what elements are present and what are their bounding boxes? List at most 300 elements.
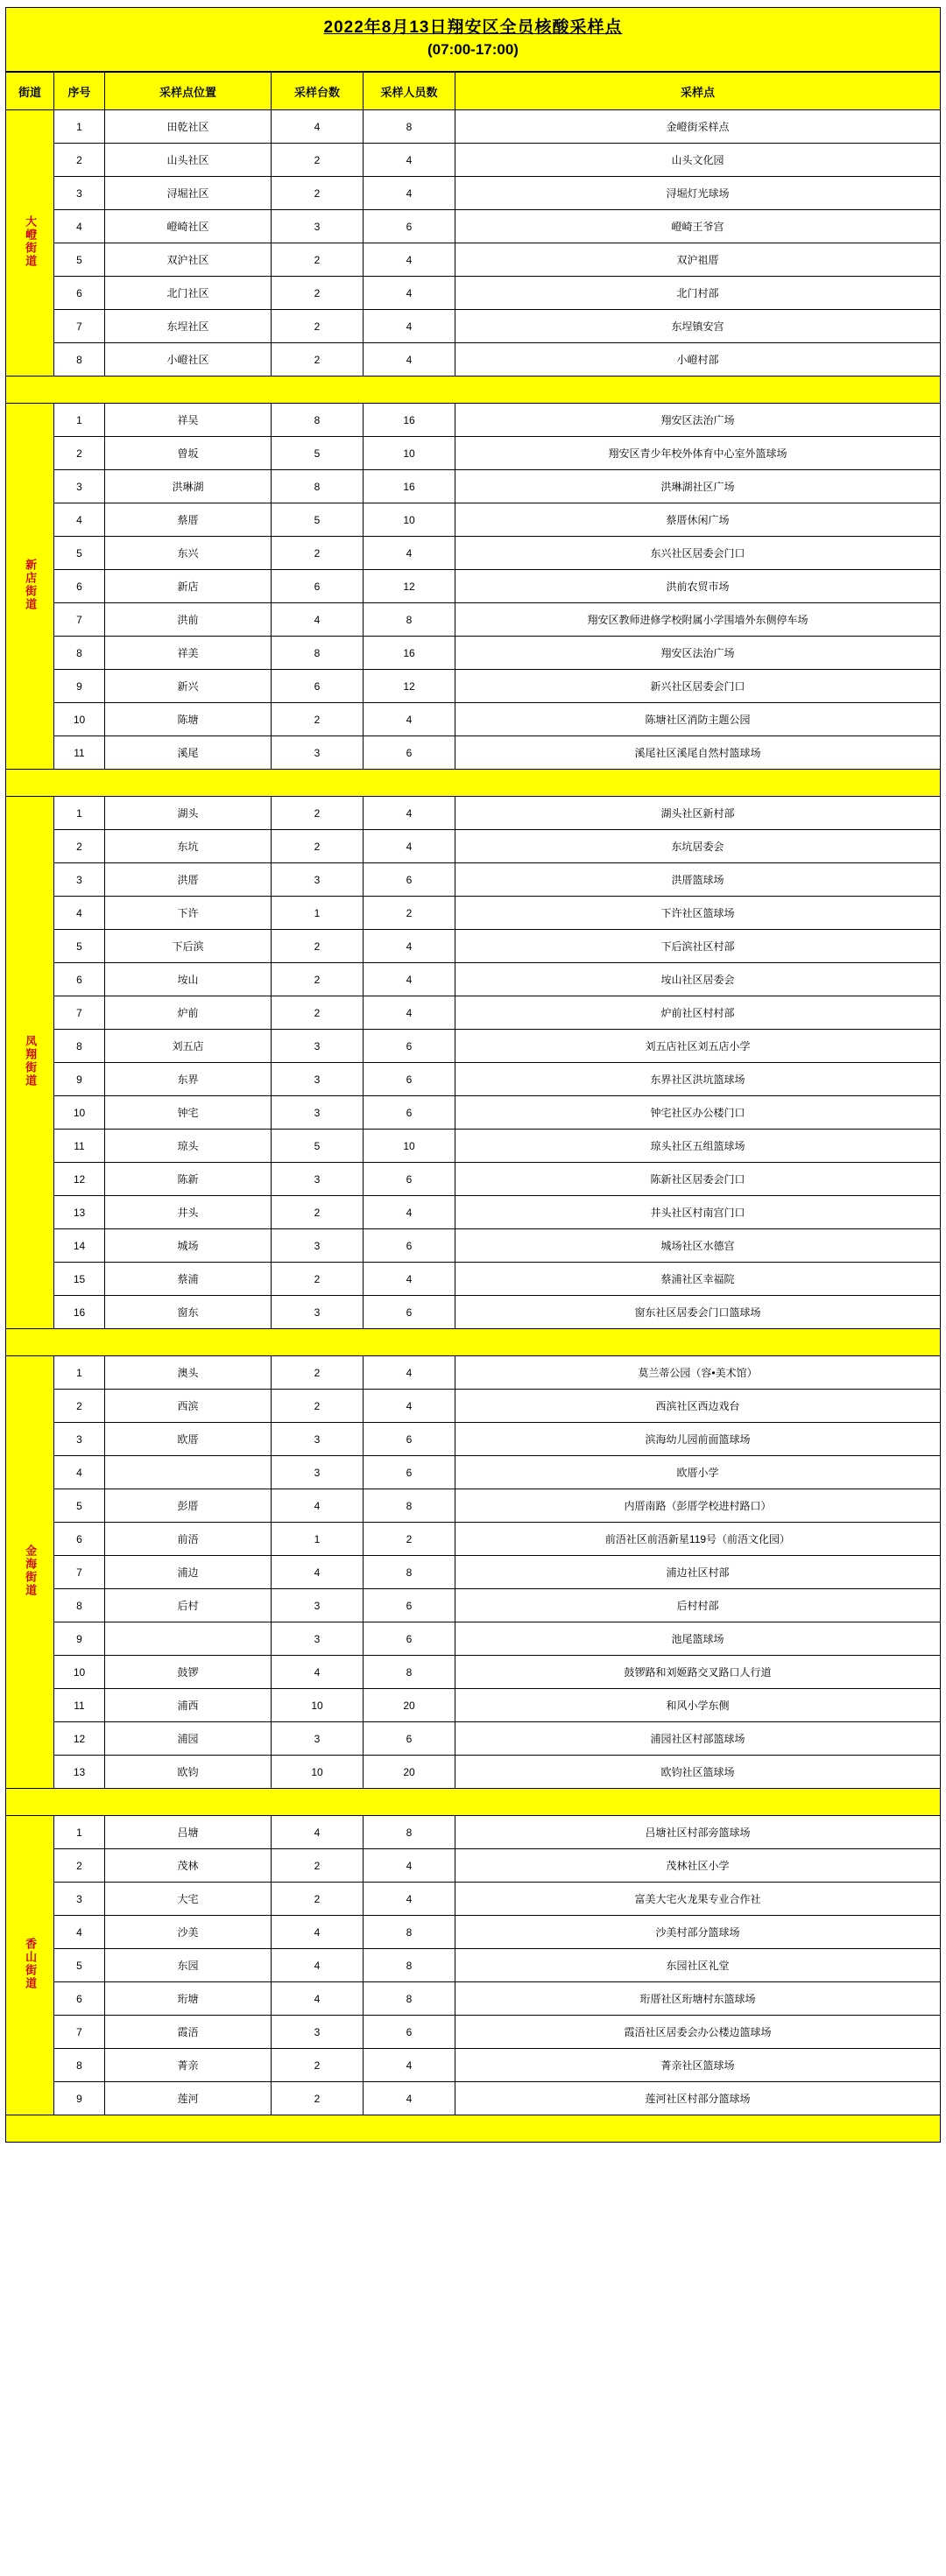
staff-count-cell: 10	[364, 1130, 455, 1163]
row-index-cell: 2	[54, 144, 105, 177]
row-index-cell: 11	[54, 736, 105, 770]
machines-count-cell: 5	[272, 503, 364, 537]
machines-count-cell: 2	[272, 537, 364, 570]
machines-count-cell: 2	[272, 1263, 364, 1296]
staff-count-cell: 4	[364, 2082, 455, 2115]
row-index-cell: 6	[54, 570, 105, 603]
location-cell: 浦边	[105, 1556, 272, 1589]
row-index-cell: 1	[54, 1356, 105, 1390]
location-cell: 东界	[105, 1063, 272, 1096]
staff-count-cell: 4	[364, 343, 455, 377]
location-cell: 嶝崎社区	[105, 210, 272, 243]
staff-count-cell: 8	[364, 603, 455, 637]
table-row	[6, 1816, 941, 1849]
table-row	[6, 1263, 941, 1296]
street-name-cell	[6, 110, 54, 377]
table-row	[6, 277, 941, 310]
staff-count-cell: 4	[364, 930, 455, 963]
machines-count-cell: 4	[272, 1489, 364, 1523]
row-index-cell: 7	[54, 996, 105, 1030]
street-name-cell	[6, 404, 54, 770]
staff-count-cell: 12	[364, 570, 455, 603]
staff-count-cell: 12	[364, 670, 455, 703]
table-row	[6, 1423, 941, 1456]
row-index-cell: 12	[54, 1163, 105, 1196]
sampling-point-cell: 西滨社区西边戏台	[455, 1390, 941, 1423]
row-index-cell: 13	[54, 1196, 105, 1229]
table-row	[6, 830, 941, 863]
row-index-cell: 8	[54, 2049, 105, 2082]
section-separator-row	[6, 770, 941, 797]
sampling-point-cell: 北门村部	[455, 277, 941, 310]
table-row	[6, 110, 941, 144]
machines-count-cell: 3	[272, 736, 364, 770]
location-cell: 东兴	[105, 537, 272, 570]
table-row	[6, 1456, 941, 1489]
sampling-point-cell: 洪前农贸市场	[455, 570, 941, 603]
street-name-label: 凤翔街道	[24, 1035, 38, 1087]
street-name-label: 大嶝街道	[24, 215, 38, 268]
staff-count-cell: 6	[364, 1063, 455, 1096]
sampling-point-cell: 翔安区教师进修学校附属小学围墙外东侧停车场	[455, 603, 941, 637]
sampling-point-cell: 东兴社区居委会门口	[455, 537, 941, 570]
staff-count-cell: 6	[364, 210, 455, 243]
machines-count-cell: 2	[272, 1883, 364, 1916]
staff-count-cell: 6	[364, 1622, 455, 1656]
row-index-cell: 5	[54, 1489, 105, 1523]
sampling-point-cell: 东埕镇安宫	[455, 310, 941, 343]
location-cell: 东园	[105, 1949, 272, 1982]
row-index-cell: 3	[54, 863, 105, 897]
street-name-label: 新店街道	[24, 559, 38, 611]
staff-count-cell: 4	[364, 144, 455, 177]
street-name-cell	[6, 797, 54, 1329]
row-index-cell: 3	[54, 177, 105, 210]
row-index-cell: 1	[54, 110, 105, 144]
location-cell: 小嶝社区	[105, 343, 272, 377]
sampling-point-cell: 新兴社区居委会门口	[455, 670, 941, 703]
staff-count-cell: 4	[364, 177, 455, 210]
table-row	[6, 996, 941, 1030]
staff-count-cell: 6	[364, 736, 455, 770]
column-header-street: 街道	[6, 73, 54, 110]
staff-count-cell: 8	[364, 1982, 455, 2016]
row-index-cell: 8	[54, 637, 105, 670]
staff-count-cell: 10	[364, 437, 455, 470]
sampling-point-cell: 菁亲社区篮球场	[455, 2049, 941, 2082]
table-header	[6, 73, 941, 110]
machines-count-cell: 4	[272, 1556, 364, 1589]
machines-count-cell: 4	[272, 1656, 364, 1689]
location-cell: 东埕社区	[105, 310, 272, 343]
machines-count-cell: 4	[272, 1916, 364, 1949]
table-row	[6, 177, 941, 210]
row-index-cell: 8	[54, 1030, 105, 1063]
table-row	[6, 310, 941, 343]
machines-count-cell: 4	[272, 1816, 364, 1849]
table-row	[6, 1982, 941, 2016]
location-cell: 炉前	[105, 996, 272, 1030]
machines-count-cell: 2	[272, 144, 364, 177]
row-index-cell: 3	[54, 1423, 105, 1456]
sampling-point-cell: 山头文化园	[455, 144, 941, 177]
sampling-point-cell: 茂林社区小学	[455, 1849, 941, 1883]
sampling-point-cell: 莫兰蒂公园（容•美术馆）	[455, 1356, 941, 1390]
row-index-cell: 7	[54, 1556, 105, 1589]
location-cell: 茂林	[105, 1849, 272, 1883]
staff-count-cell: 8	[364, 1816, 455, 1849]
table-header-row	[6, 73, 941, 110]
table-row	[6, 2016, 941, 2049]
staff-count-cell: 4	[364, 277, 455, 310]
location-cell: 祥美	[105, 637, 272, 670]
machines-count-cell: 2	[272, 177, 364, 210]
sampling-point-cell: 浦边社区村部	[455, 1556, 941, 1589]
row-index-cell: 11	[54, 1689, 105, 1722]
row-index-cell: 9	[54, 1622, 105, 1656]
machines-count-cell: 10	[272, 1689, 364, 1722]
table-row	[6, 503, 941, 537]
row-index-cell: 2	[54, 437, 105, 470]
table-row	[6, 2082, 941, 2115]
sampling-point-cell: 垵山社区居委会	[455, 963, 941, 996]
staff-count-cell: 8	[364, 1489, 455, 1523]
staff-count-cell: 4	[364, 537, 455, 570]
sampling-point-cell: 欧厝小学	[455, 1456, 941, 1489]
table-row	[6, 637, 941, 670]
sampling-point-cell: 前浯社区前浯新星119号（前浯文化园）	[455, 1523, 941, 1556]
table-row	[6, 797, 941, 830]
location-cell: 溪尾	[105, 736, 272, 770]
table-row	[6, 963, 941, 996]
sampling-point-cell: 浔堀灯光球场	[455, 177, 941, 210]
page-title: 2022年8月13日翔安区全员核酸采样点	[323, 18, 623, 37]
row-index-cell: 4	[54, 210, 105, 243]
table-row	[6, 404, 941, 437]
table-row	[6, 1622, 941, 1656]
machines-count-cell: 2	[272, 830, 364, 863]
location-cell: 田乾社区	[105, 110, 272, 144]
location-cell: 浔堀社区	[105, 177, 272, 210]
table-row	[6, 437, 941, 470]
location-cell: 钟宅	[105, 1096, 272, 1130]
location-cell: 澳头	[105, 1356, 272, 1390]
section-separator-cell	[6, 770, 941, 797]
staff-count-cell: 16	[364, 404, 455, 437]
sampling-point-cell: 炉前社区村村部	[455, 996, 941, 1030]
location-cell	[105, 1622, 272, 1656]
sampling-point-cell: 浦园社区村部篮球场	[455, 1722, 941, 1756]
row-index-cell: 4	[54, 1916, 105, 1949]
staff-count-cell: 4	[364, 830, 455, 863]
sampling-point-cell: 翔安区法治广场	[455, 637, 941, 670]
location-cell: 东坑	[105, 830, 272, 863]
section-separator-cell	[6, 1329, 941, 1356]
staff-count-cell: 4	[364, 2049, 455, 2082]
machines-count-cell: 1	[272, 897, 364, 930]
location-cell: 霞浯	[105, 2016, 272, 2049]
table-row	[6, 1130, 941, 1163]
sampling-point-cell: 东界社区洪坑篮球场	[455, 1063, 941, 1096]
table-row	[6, 1589, 941, 1622]
machines-count-cell: 2	[272, 1356, 364, 1390]
location-cell: 祥吴	[105, 404, 272, 437]
row-index-cell: 1	[54, 404, 105, 437]
machines-count-cell: 3	[272, 1722, 364, 1756]
row-index-cell: 9	[54, 1063, 105, 1096]
staff-count-cell: 6	[364, 1030, 455, 1063]
sampling-point-cell: 金嶝街采样点	[455, 110, 941, 144]
sampling-point-cell: 后村村部	[455, 1589, 941, 1622]
row-index-cell: 10	[54, 703, 105, 736]
machines-count-cell: 2	[272, 1196, 364, 1229]
staff-count-cell: 4	[364, 1356, 455, 1390]
machines-count-cell: 2	[272, 930, 364, 963]
location-cell: 西滨	[105, 1390, 272, 1423]
row-index-cell: 9	[54, 2082, 105, 2115]
location-cell: 陈新	[105, 1163, 272, 1196]
staff-count-cell: 4	[364, 243, 455, 277]
table-row	[6, 1556, 941, 1589]
street-name-label: 金海街道	[24, 1545, 38, 1597]
machines-count-cell: 2	[272, 1849, 364, 1883]
section-separator-cell	[6, 1789, 941, 1816]
machines-count-cell: 6	[272, 570, 364, 603]
staff-count-cell: 8	[364, 1556, 455, 1589]
location-cell: 刘五店	[105, 1030, 272, 1063]
machines-count-cell: 6	[272, 670, 364, 703]
location-cell: 井头	[105, 1196, 272, 1229]
machines-count-cell: 3	[272, 1423, 364, 1456]
location-cell: 洪厝	[105, 863, 272, 897]
sampling-point-cell: 嶝崎王爷宫	[455, 210, 941, 243]
location-cell: 洪前	[105, 603, 272, 637]
machines-count-cell: 3	[272, 1589, 364, 1622]
sampling-point-cell: 滨海幼儿园前面篮球场	[455, 1423, 941, 1456]
sampling-point-cell: 窗东社区居委会门口篮球场	[455, 1296, 941, 1329]
row-index-cell: 5	[54, 243, 105, 277]
staff-count-cell: 4	[364, 703, 455, 736]
column-header-point: 采样点	[455, 73, 941, 110]
staff-count-cell: 8	[364, 1656, 455, 1689]
table-row	[6, 2049, 941, 2082]
staff-count-cell: 6	[364, 1423, 455, 1456]
machines-count-cell: 2	[272, 963, 364, 996]
row-index-cell: 7	[54, 603, 105, 637]
table-row	[6, 1163, 941, 1196]
location-cell: 下后滨	[105, 930, 272, 963]
machines-count-cell: 5	[272, 1130, 364, 1163]
sampling-point-cell: 陈新社区居委会门口	[455, 1163, 941, 1196]
row-index-cell: 12	[54, 1722, 105, 1756]
location-cell: 后村	[105, 1589, 272, 1622]
staff-count-cell: 20	[364, 1756, 455, 1789]
machines-count-cell: 8	[272, 470, 364, 503]
sampling-point-cell: 下后滨社区村部	[455, 930, 941, 963]
machines-count-cell: 2	[272, 310, 364, 343]
sampling-point-cell: 溪尾社区溪尾自然村篮球场	[455, 736, 941, 770]
location-cell: 大宅	[105, 1883, 272, 1916]
sampling-point-cell: 欧钧社区篮球场	[455, 1756, 941, 1789]
table-row	[6, 1949, 941, 1982]
row-index-cell: 15	[54, 1263, 105, 1296]
staff-count-cell: 16	[364, 470, 455, 503]
table-row	[6, 537, 941, 570]
street-name-label: 香山街道	[24, 1938, 38, 1990]
table-row	[6, 144, 941, 177]
location-cell: 欧厝	[105, 1423, 272, 1456]
staff-count-cell: 4	[364, 310, 455, 343]
row-index-cell: 3	[54, 1883, 105, 1916]
machines-count-cell: 3	[272, 1063, 364, 1096]
sampling-point-cell: 和风小学东侧	[455, 1689, 941, 1722]
machines-count-cell: 2	[272, 2082, 364, 2115]
location-cell: 琼头	[105, 1130, 272, 1163]
location-cell: 曾坂	[105, 437, 272, 470]
machines-count-cell: 4	[272, 110, 364, 144]
row-index-cell: 6	[54, 963, 105, 996]
staff-count-cell: 6	[364, 1229, 455, 1263]
table-row	[6, 1656, 941, 1689]
document-title-bar	[5, 7, 941, 72]
table-row	[6, 243, 941, 277]
sampling-point-cell: 吕塘社区村部旁篮球场	[455, 1816, 941, 1849]
staff-count-cell: 6	[364, 863, 455, 897]
machines-count-cell: 2	[272, 797, 364, 830]
location-cell: 窗东	[105, 1296, 272, 1329]
row-index-cell: 8	[54, 1589, 105, 1622]
row-index-cell: 4	[54, 897, 105, 930]
row-index-cell: 4	[54, 1456, 105, 1489]
staff-count-cell: 6	[364, 1589, 455, 1622]
row-index-cell: 7	[54, 2016, 105, 2049]
street-name-cell	[6, 1816, 54, 2115]
staff-count-cell: 8	[364, 110, 455, 144]
page-subtitle: (07:00-17:00)	[427, 41, 519, 58]
table-row	[6, 1722, 941, 1756]
row-index-cell: 14	[54, 1229, 105, 1263]
row-index-cell: 13	[54, 1756, 105, 1789]
column-header-location: 采样点位置	[105, 73, 272, 110]
location-cell: 吕塘	[105, 1816, 272, 1849]
table-row	[6, 1030, 941, 1063]
staff-count-cell: 4	[364, 1883, 455, 1916]
row-index-cell: 7	[54, 310, 105, 343]
sampling-point-cell: 陈塘社区消防主题公园	[455, 703, 941, 736]
row-index-cell: 10	[54, 1096, 105, 1130]
machines-count-cell: 2	[272, 1390, 364, 1423]
section-separator-cell	[6, 2115, 941, 2143]
sampling-points-table	[5, 72, 941, 2143]
staff-count-cell: 6	[364, 1722, 455, 1756]
table-row	[6, 863, 941, 897]
table-row	[6, 1689, 941, 1722]
machines-count-cell: 1	[272, 1523, 364, 1556]
sampling-point-cell: 下许社区篮球场	[455, 897, 941, 930]
location-cell: 莲河	[105, 2082, 272, 2115]
location-cell: 新店	[105, 570, 272, 603]
sampling-point-cell: 刘五店社区刘五店小学	[455, 1030, 941, 1063]
row-index-cell: 2	[54, 1390, 105, 1423]
table-row	[6, 1489, 941, 1523]
machines-count-cell: 8	[272, 404, 364, 437]
machines-count-cell: 3	[272, 2016, 364, 2049]
machines-count-cell: 4	[272, 1982, 364, 2016]
row-index-cell: 2	[54, 1849, 105, 1883]
row-index-cell: 6	[54, 1982, 105, 2016]
staff-count-cell: 6	[364, 1296, 455, 1329]
location-cell: 洪琳湖	[105, 470, 272, 503]
column-header-index: 序号	[54, 73, 105, 110]
staff-count-cell: 8	[364, 1949, 455, 1982]
location-cell: 浦园	[105, 1722, 272, 1756]
sampling-point-cell: 东园社区礼堂	[455, 1949, 941, 1982]
section-separator-row	[6, 1329, 941, 1356]
location-cell: 沙美	[105, 1916, 272, 1949]
table-row	[6, 1296, 941, 1329]
location-cell: 前浯	[105, 1523, 272, 1556]
row-index-cell: 2	[54, 830, 105, 863]
sampling-point-cell: 东坑居委会	[455, 830, 941, 863]
staff-count-cell: 4	[364, 1849, 455, 1883]
row-index-cell: 6	[54, 1523, 105, 1556]
staff-count-cell: 6	[364, 1096, 455, 1130]
machines-count-cell: 3	[272, 1096, 364, 1130]
staff-count-cell: 4	[364, 963, 455, 996]
machines-count-cell: 2	[272, 996, 364, 1030]
staff-count-cell: 16	[364, 637, 455, 670]
row-index-cell: 11	[54, 1130, 105, 1163]
sampling-point-cell: 沙美村部分篮球场	[455, 1916, 941, 1949]
staff-count-cell: 4	[364, 1390, 455, 1423]
sampling-point-cell: 琼头社区五组篮球场	[455, 1130, 941, 1163]
table-row	[6, 570, 941, 603]
location-cell: 北门社区	[105, 277, 272, 310]
sampling-point-cell: 井头社区村南宫门口	[455, 1196, 941, 1229]
sampling-point-cell: 蔡厝休闲广场	[455, 503, 941, 537]
table-row	[6, 210, 941, 243]
table-row	[6, 703, 941, 736]
section-separator-row	[6, 1789, 941, 1816]
row-index-cell: 5	[54, 930, 105, 963]
staff-count-cell: 6	[364, 2016, 455, 2049]
row-index-cell: 10	[54, 1656, 105, 1689]
location-cell: 城场	[105, 1229, 272, 1263]
location-cell: 山头社区	[105, 144, 272, 177]
table-row	[6, 603, 941, 637]
column-header-machines: 采样台数	[272, 73, 364, 110]
machines-count-cell: 2	[272, 2049, 364, 2082]
machines-count-cell: 3	[272, 1456, 364, 1489]
sampling-point-cell: 鼓锣路和刘姬路交叉路口人行道	[455, 1656, 941, 1689]
row-index-cell: 16	[54, 1296, 105, 1329]
location-cell: 欧钧	[105, 1756, 272, 1789]
machines-count-cell: 4	[272, 603, 364, 637]
sampling-point-cell: 双沪祖厝	[455, 243, 941, 277]
sampling-point-cell: 洪厝篮球场	[455, 863, 941, 897]
machines-count-cell: 2	[272, 277, 364, 310]
table-row	[6, 1390, 941, 1423]
staff-count-cell: 4	[364, 797, 455, 830]
sampling-point-cell: 城场社区水德宫	[455, 1229, 941, 1263]
table-row	[6, 1756, 941, 1789]
table-row	[6, 343, 941, 377]
location-cell: 陈塘	[105, 703, 272, 736]
location-cell: 新兴	[105, 670, 272, 703]
location-cell: 垵山	[105, 963, 272, 996]
staff-count-cell: 4	[364, 1263, 455, 1296]
sampling-point-cell: 池尾篮球场	[455, 1622, 941, 1656]
